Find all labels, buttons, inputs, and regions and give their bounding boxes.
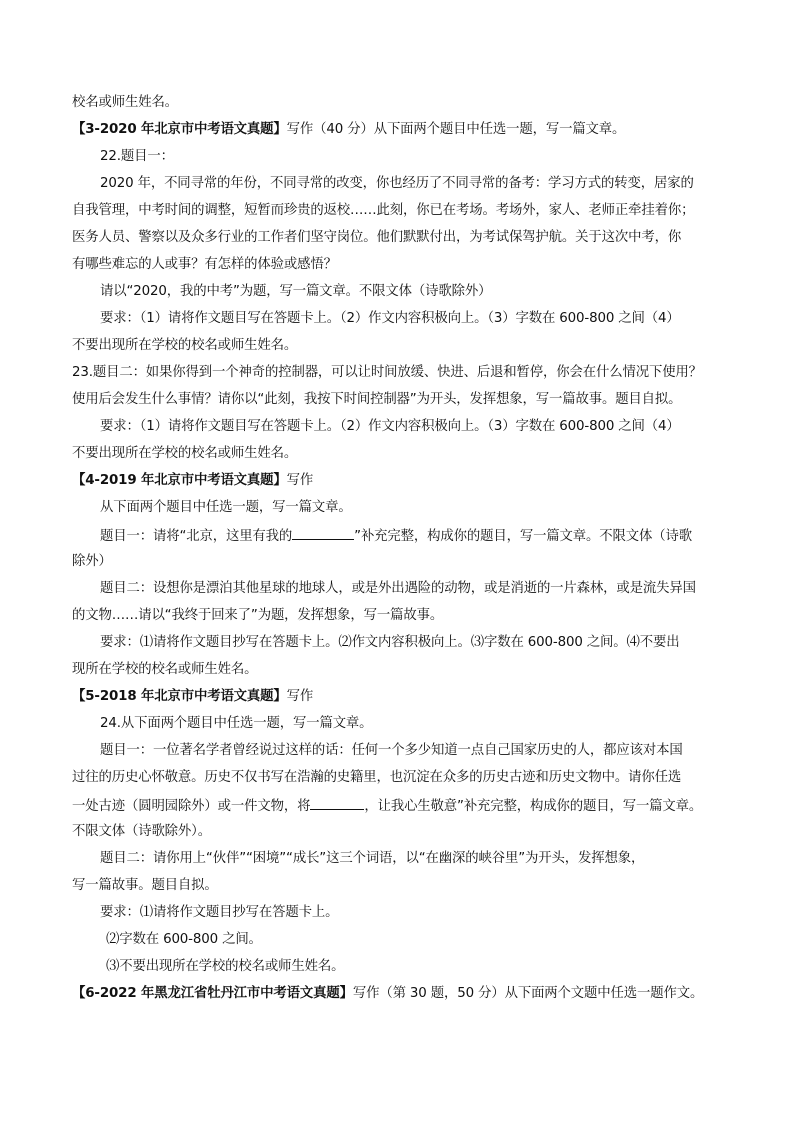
section-heading-6 — [72, 985, 724, 1003]
text-line: 使用后会发生什么事情？请你以“此刻，我按下时间控制器”为开头，发挥想象，写一篇故事。题目自拟。 — [72, 392, 682, 407]
question-label: 23.题目二：如果你得到一个神奇的控制器，可以让时间放缓、快进、后退和暂停，你会在什么情况下使用？ — [72, 365, 702, 380]
requirements-line: 要求：⑴请将作文题目抄写在答题卡上。⑵作文内容积极向上。⑶字数在 600-800 之间。⑷不要出 — [100, 635, 680, 650]
fill-in-blank — [292, 526, 354, 540]
section-source: 【6-2022 年黑龙江省牡丹江市中考语文真题】 — [72, 986, 353, 1001]
section-heading-3 — [72, 121, 724, 139]
text-line: 题目二：设想你是漂泊其他星球的地球人，或是外出遇险的动物，或是消逝的一片森林，或是流失异国 — [100, 581, 696, 596]
section-instruction: 写作（40 分）从下面两个题目中任选一题，写一篇文章。 — [286, 122, 626, 137]
text-line-with-blank — [72, 796, 724, 816]
requirements-line: 要求：⑴请将作文题目抄写在答题卡上。 — [100, 905, 339, 920]
text-segment: ，让我心生敬意”补充完整，构成你的题目，写一篇文章。 — [364, 799, 703, 814]
section-source: 【4-2019 年北京市中考语文真题】 — [72, 473, 287, 488]
requirements-line: ⑶不要出现所在学校的校名或师生姓名。 — [106, 959, 345, 974]
text-line-with-blank — [100, 526, 724, 546]
text-line: 现所在学校的校名或师生姓名。 — [72, 662, 258, 677]
text-segment: 一处古迹（圆明园除外）或一件文物，将 — [72, 799, 311, 814]
section-heading-4 — [72, 472, 724, 490]
section-source: 【5-2018 年北京市中考语文真题】 — [72, 689, 287, 704]
text-line: 的文物……请以“我终于回来了”为题，发挥想象，写一篇故事。 — [72, 608, 444, 623]
section-instruction: 写作（第 30 题，50 分）从下面两个文题中任选一题作文。 — [352, 986, 704, 1001]
requirements-line: ⑵字数在 600-800 之间。 — [106, 932, 262, 947]
text-line: 医务人员、警察以及众多行业的工作者们坚守岗位。他们默默付出，为考试保驾护航。关于这次中考，你 — [72, 230, 682, 245]
text-line: 过往的历史心怀敬意。历史不仅书写在浩瀚的史籍里，也沉淀在众多的历史古迹和历史文物中。请你任选 — [72, 770, 682, 785]
text-line: 除外） — [72, 554, 112, 569]
section-instruction: 写作 — [286, 473, 314, 488]
text-line: 不限文体（诗歌除外）。 — [72, 824, 211, 839]
requirements-line: 要求：（1）请将作文题目写在答题卡上。（2）作文内容积极向上。（3）字数在 600-800 之间（4） — [100, 311, 680, 326]
text-line: 不要出现所在学校的校名或师生姓名。 — [72, 446, 298, 461]
text-line: 校名或师生姓名。 — [72, 95, 178, 110]
text-line: 2020 年，不同寻常的年份，不同寻常的改变，你也经历了不同寻常的备考：学习方式的转变，居家的 — [100, 176, 694, 191]
text-segment: ”补充完整，构成你的题目，写一篇文章。不限文体（诗歌 — [354, 529, 692, 544]
text-line: 有哪些难忘的人或事？有怎样的体验或感悟？ — [72, 257, 337, 272]
text-line: 题目二：请你用上“伙伴”“困境”“成长”这三个词语，以“在幽深的峡谷里”为开头，发挥想象， — [100, 851, 645, 866]
fill-in-blank — [310, 796, 364, 810]
section-heading-5 — [72, 688, 724, 706]
question-label: 24.从下面两个题目中任选一题，写一篇文章。 — [100, 716, 373, 731]
section-source: 【3-2020 年北京市中考语文真题】 — [72, 122, 287, 137]
text-line: 从下面两个题目中任选一题，写一篇文章。 — [100, 500, 352, 515]
question-label: 22.题目一： — [100, 149, 174, 164]
section-instruction: 写作 — [286, 689, 314, 704]
text-line: 自我管理，中考时间的调整，短暂而珍贵的返校……此刻，你已在考场。考场外，家人、老师正牵挂着你； — [72, 203, 695, 218]
text-line: 题目一：一位著名学者曾经说过这样的话：任何一个多少知道一点自己国家历史的人，都应该对本国 — [100, 743, 683, 758]
text-line: 写一篇故事。题目自拟。 — [72, 878, 218, 893]
text-line: 请以“2020，我的中考”为题，写一篇文章。不限文体（诗歌除外） — [100, 284, 492, 299]
text-line: 不要出现所在学校的校名或师生姓名。 — [72, 338, 298, 353]
text-segment: 题目一：请将“北京，这里有我的 — [100, 529, 293, 544]
requirements-line: 要求：（1）请将作文题目写在答题卡上。（2）作文内容积极向上。（3）字数在 600-800 之间（4） — [100, 419, 680, 434]
